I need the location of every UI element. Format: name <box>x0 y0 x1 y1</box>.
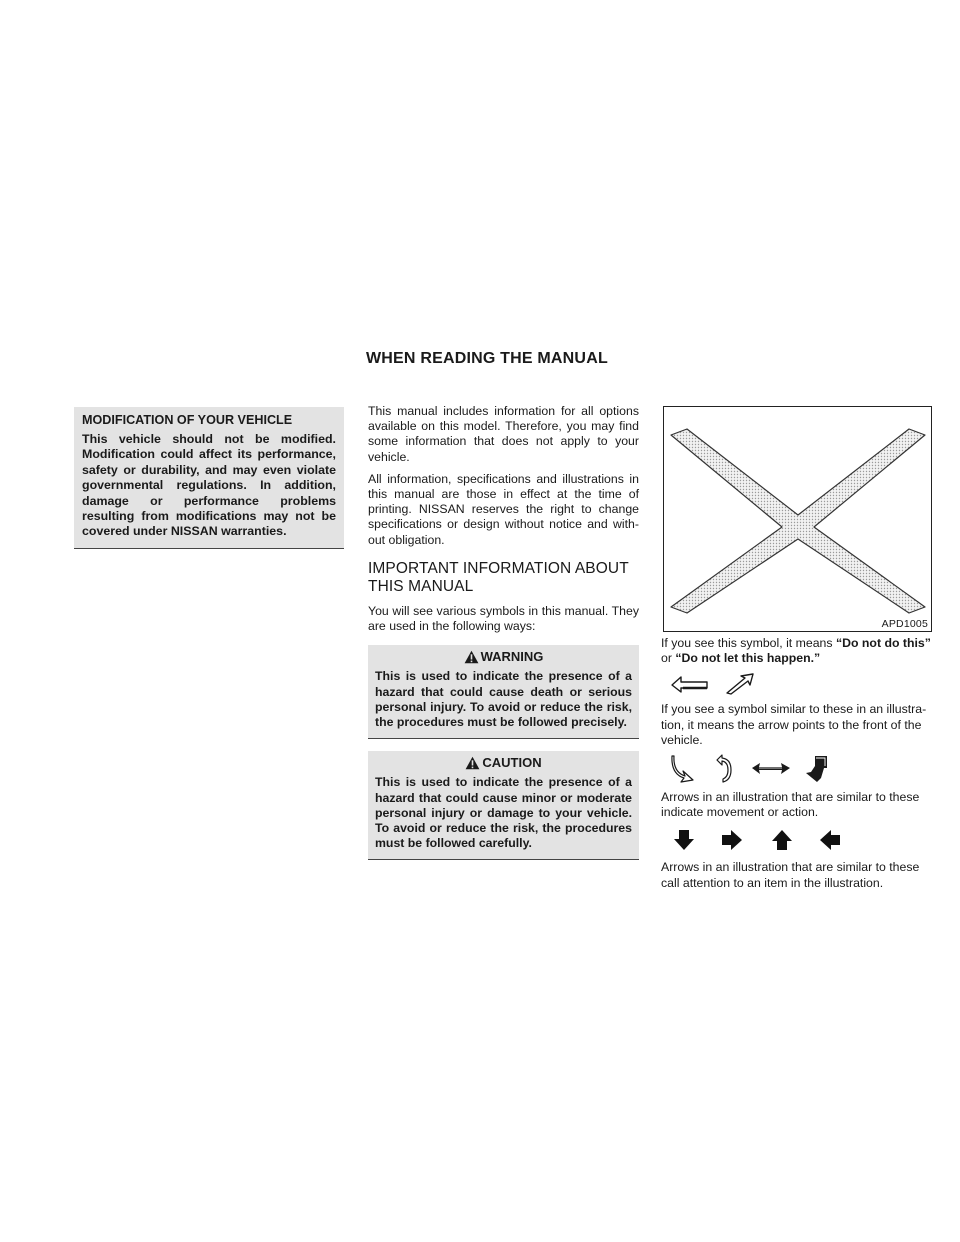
important-paragraph: You will see various symbols in this manual. They are used in the following ways: <box>368 603 639 634</box>
cross-x-icon <box>664 407 931 631</box>
do-not-phrase-1: “Do not do this” <box>835 636 931 650</box>
do-not-phrase-2: “Do not let this happen.” <box>675 651 821 666</box>
modification-body: This vehicle should not be modified. Modification could affect its performance, safety or durability, and may even violate governmental regulations. In addition, damage or performance problems resulting from modifications may not be covered under NISSAN warranties. <box>82 432 336 539</box>
do-not-illustration <box>663 406 932 632</box>
movement-arrows-row <box>661 748 933 790</box>
attention-arrows-text: Arrows in an illustration that are similar to these call attention to an item in the illustration. <box>661 860 920 890</box>
intro-column <box>368 404 639 872</box>
front-arrows-text: If you see a symbol similar to these in an illustration, it means the arrow points to the front of the vehicle. <box>661 702 927 747</box>
warning-body: This is used to indicate the presence of a hazard that could cause death or serious personal injury. To avoid or reduce the risk, the procedures must be followed precisely. <box>375 669 632 730</box>
caution-box <box>368 751 639 860</box>
caution-label: CAUTION <box>482 755 542 771</box>
intro-paragraph-2: All information, specifications and illustrations in this manual are those in effect at the time of printing. NISSAN reserves the right to change specifications or design without notice and without obligation. <box>368 471 639 547</box>
do-not-or: or <box>661 651 676 666</box>
solid-arrow-up-icon <box>771 829 793 851</box>
curved-arrow-hook-icon <box>713 754 735 784</box>
symbols-column <box>661 636 933 891</box>
front-arrow-diagonal-icon <box>725 673 755 695</box>
caution-header <box>375 755 632 770</box>
movement-arrows-text: Arrows in an illustration that are similar to these indicate movement or action. <box>661 790 920 820</box>
modification-heading: MODIFICATION OF YOUR VEHICLE <box>82 413 293 427</box>
warning-header <box>375 649 632 664</box>
solid-arrow-right-icon <box>721 829 743 851</box>
solid-arrow-down-icon <box>673 829 695 851</box>
front-arrows-row <box>661 666 933 702</box>
attention-arrows-row <box>661 820 933 860</box>
bent-arrow-down-icon <box>805 754 829 784</box>
caution-body: This is used to indicate the presence of a hazard that could cause minor or moderate personal injury or damage to your vehicle. To avoid or reduce the risk, the procedures must be followed carefully. <box>375 775 632 851</box>
do-not-prefix: If you see this symbol, it means <box>661 636 836 650</box>
page-section-title: WHEN READING THE MANUAL <box>366 350 608 367</box>
warning-triangle-icon <box>464 650 479 664</box>
illustration-code: APD1005 <box>881 618 928 630</box>
important-heading: IMPORTANT INFORMATION ABOUT THIS MANUAL <box>368 559 629 595</box>
front-arrow-left-icon <box>671 675 709 693</box>
double-arrow-icon <box>751 759 791 779</box>
solid-arrow-left-icon <box>819 829 841 851</box>
do-not-text <box>661 636 933 666</box>
warning-box <box>368 645 639 739</box>
intro-paragraph-1: This manual includes information for all options available on this model. Therefore, you may find some information that does not apply to your vehicle. <box>368 404 639 464</box>
curved-arrow-down-icon <box>671 754 695 784</box>
modification-box <box>74 407 344 549</box>
caution-triangle-icon <box>465 756 480 770</box>
warning-label: WARNING <box>480 649 544 665</box>
